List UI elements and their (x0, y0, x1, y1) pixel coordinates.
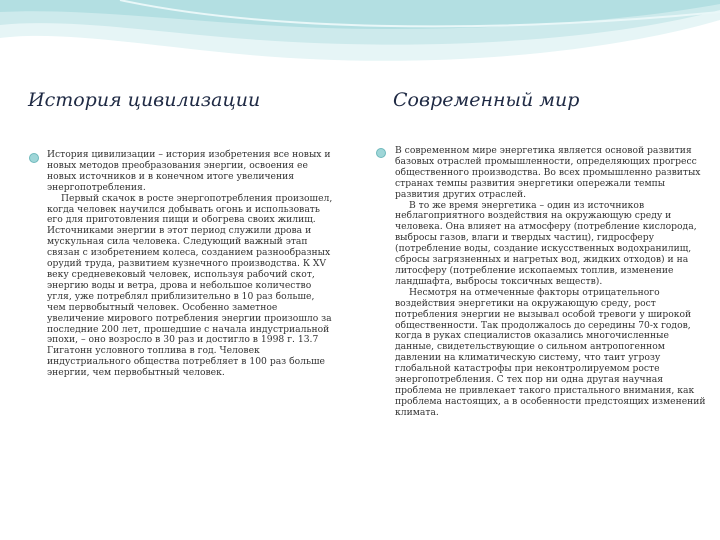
left-column-title: История цивилизации (28, 89, 261, 111)
paragraph: Несмотря на отмеченные факторы отрицательного воздействия энергетики на окружающую среду, рост потребления энергии не вызывал особой тревоги у широкой общественности. Так продолжалось до середины 70-х годов, когда в руках специалистов оказались многочисленные данные, свидетельствующие о сильном антропогенном давлении на климатическую систему, что таит угрозу глобальной катастрофы при неконтролируемом росте энергопотребления. С тех пор ни одна другая научная проблема не привлекает такого пристального внимания, как проблема настоящих, а в особенности предстоящих изменений климата. (395, 286, 706, 418)
paragraph: История цивилизации – история изобретения все новых и новых методов преобразования энергии, освоения ее новых источников и в конечном итоге увеличения энергопотребления. (47, 149, 331, 193)
bullet-icon (29, 153, 39, 163)
header-wave-decoration (0, 0, 720, 85)
left-column-text (47, 150, 334, 379)
paragraph: Первый скачок в росте энергопотребления произошел, когда человек научился добывать огонь и использовать его для приготовления пищи и обогрева своих жилищ. Источниками энергии в этот период служили дрова и мускульная сила человека. Следующий важный этап связан с изобретением колеса, созданием разнообразных орудий труда, развитием кузнечного производства. К XV веку средневековый человек, используя рабочий скот, энергию воды и ветра, дрова и небольшое количество угля, уже потреблял приблизительно в 10 раз больше, чем первобытный человек. Особенно заметное увеличение мирового потребления энергии произошло за последние 200 лет, прошедшие с начала индустриальной эпохи, – оно возросло в 30 раз и достигло в 1998 г. 13.7 Гигатонн условного топлива в год. Человек индустриального общества потребляет в 100 раз больше энергии, чем первобытный человек. (47, 192, 333, 379)
paragraph: В современном мире энергетика является основой развития базовых отраслей промышленности, определяющих прогресс общественного производства. Во всех промышленно развитых странах темпы развития энергетики опережали темпы развития других отраслей. (395, 145, 701, 200)
bullet-icon (376, 148, 386, 158)
paragraph: В то же время энергетика – один из источников неблагоприятного воздействия на окружающую среду и человека. Она влияет на атмосферу (потребление кислорода, выбросы газов, влаги и твердых частиц), гидросферу (потребление воды, создание искусственных водохранилищ, сбросы загрязненных и нагретых вод, жидких отходов) и на литосферу (потребление ископаемых топлив, изменение ландшафта, выбросы токсичных веществ). (395, 199, 697, 287)
right-column-title: Современный мир (393, 89, 580, 111)
right-column-text (395, 146, 708, 419)
